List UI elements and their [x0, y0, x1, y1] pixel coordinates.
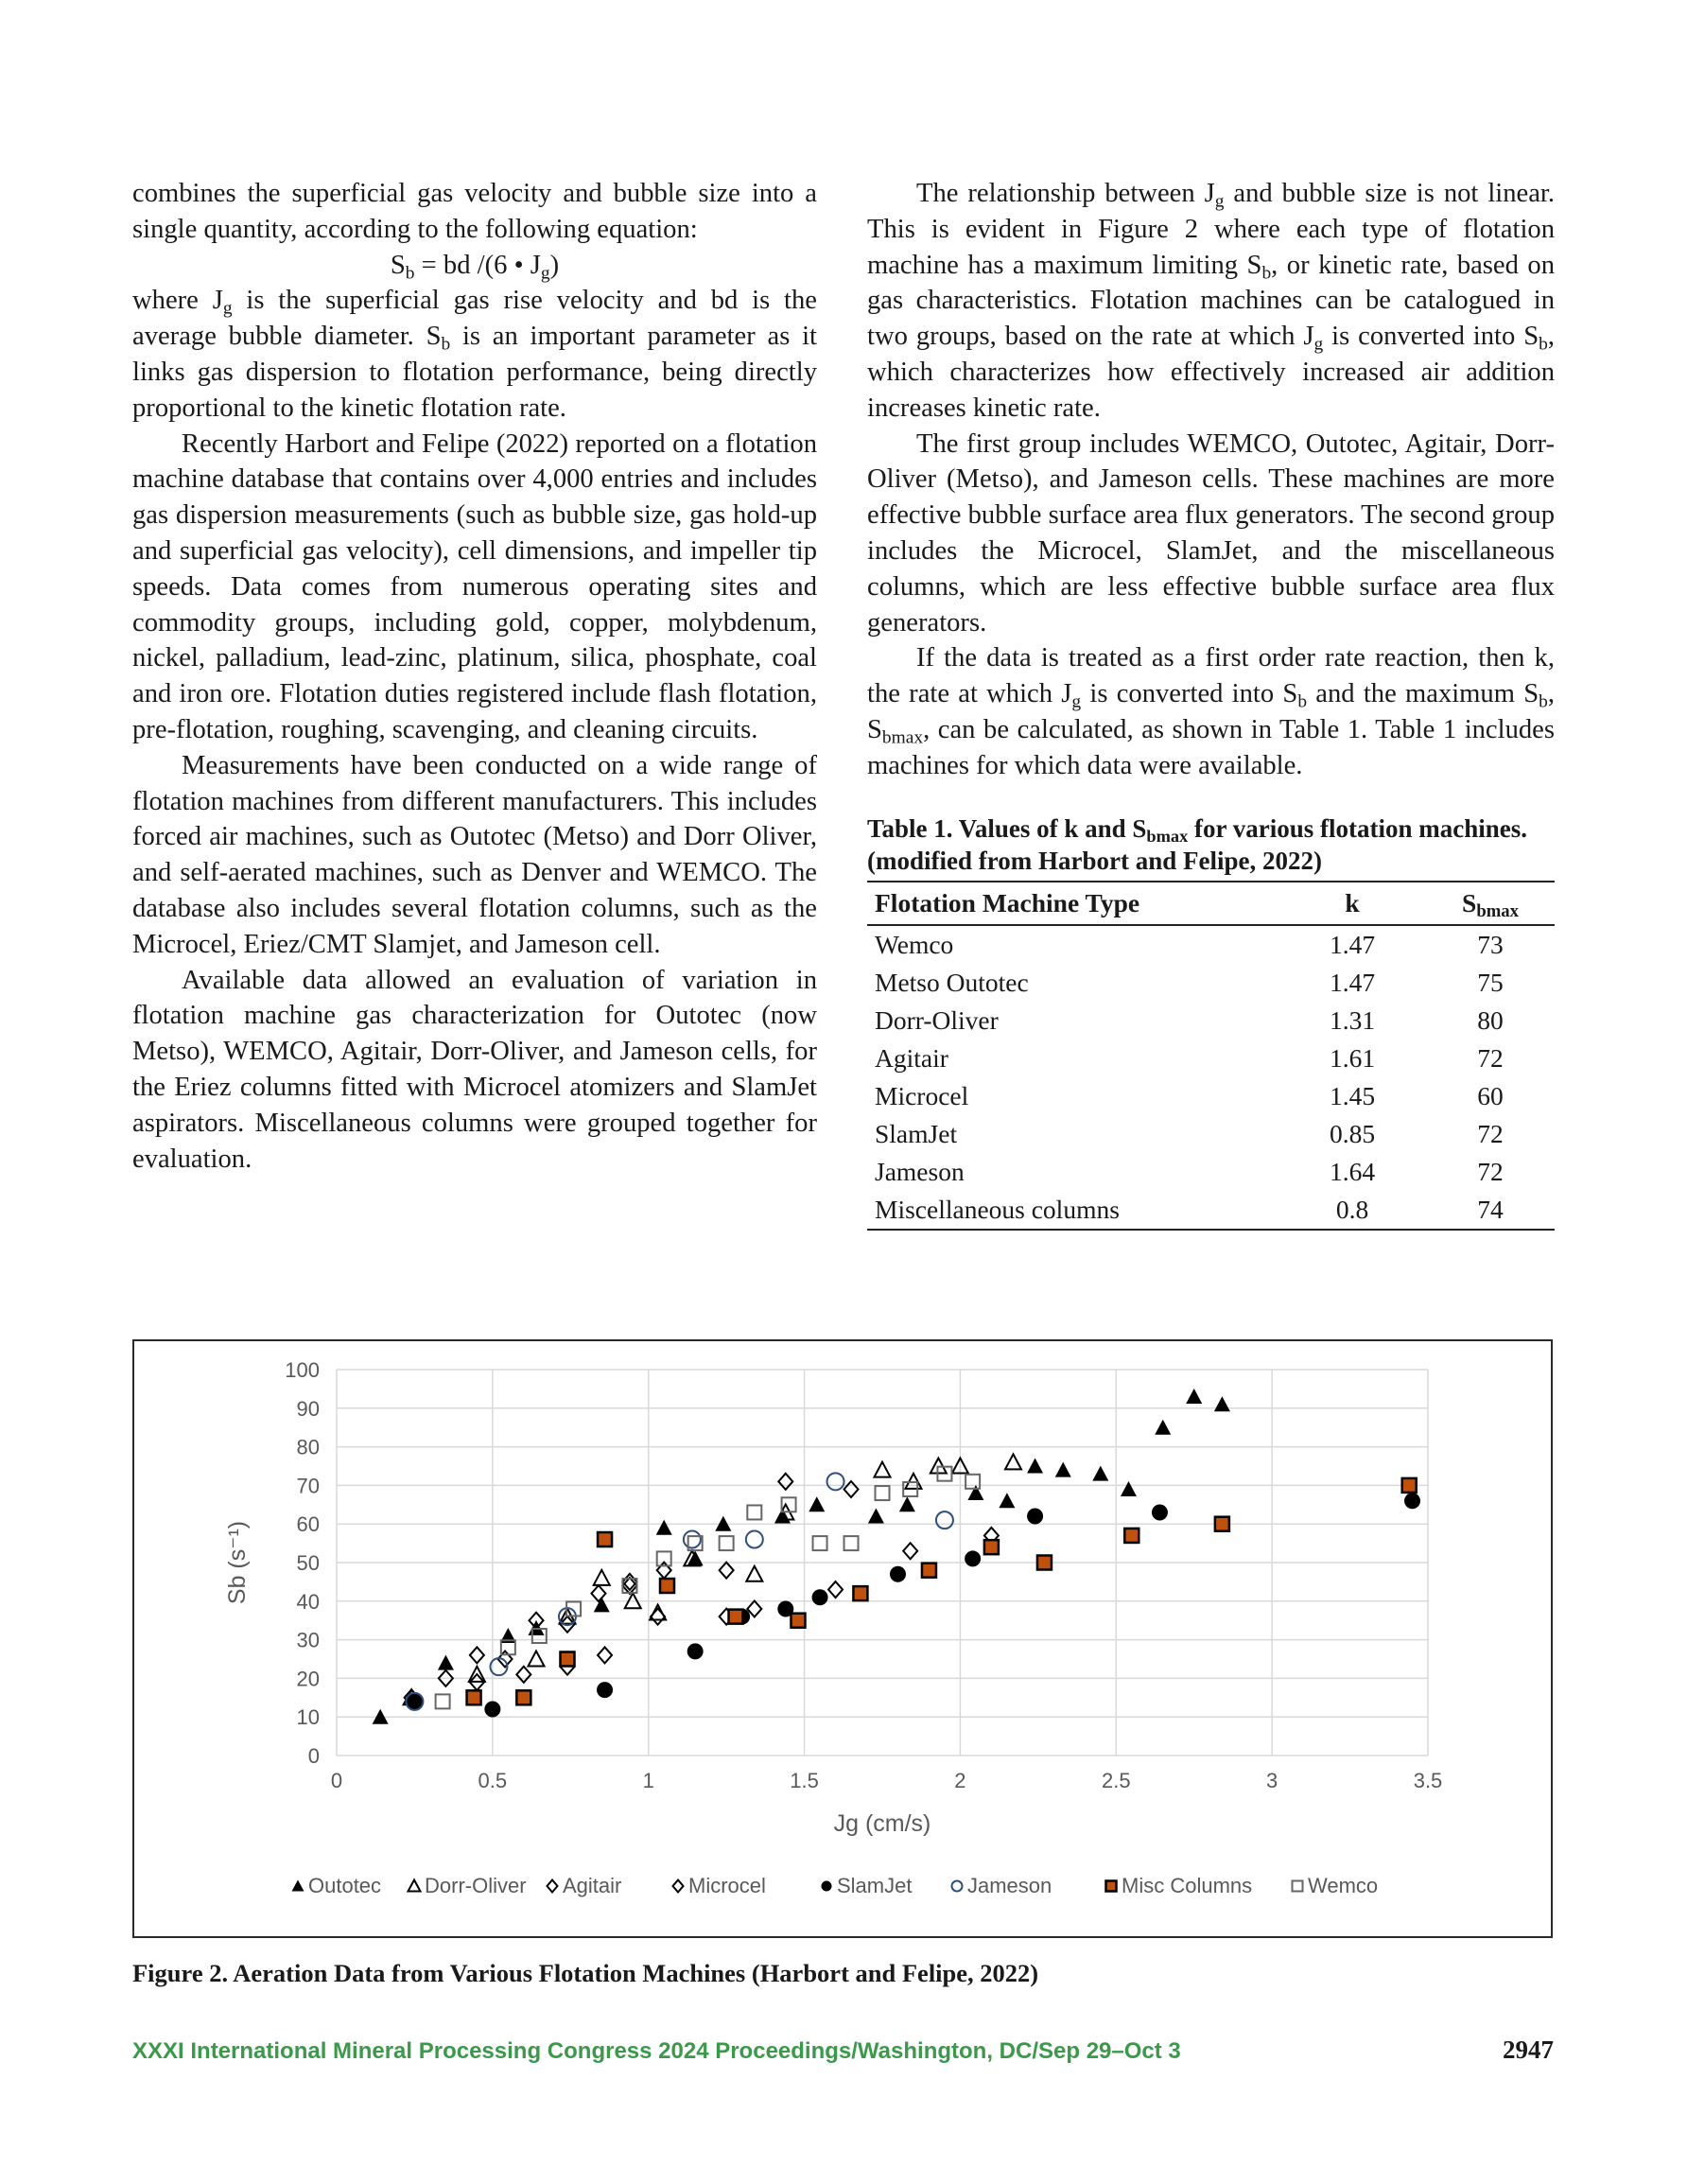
- subscript: b: [1539, 691, 1548, 712]
- paragraph-where: [132, 283, 817, 426]
- data-point: [1027, 1459, 1043, 1474]
- legend-marker: [822, 1881, 832, 1892]
- x-tick-label: 0.5: [478, 1769, 508, 1792]
- paragraph-groups: The first group includes WEMCO, Outotec, Agitair, Dorr-Oliver (Metso), and Jameson cells. These machines are more effective bubble surface area flux generators. The second group includes the Microcel, SlamJet, and the miscellaneous columns, which are less effective bubble surface area flux generators.: [867, 428, 1555, 638]
- data-point: [729, 1610, 743, 1624]
- text-span: , S: [867, 679, 1555, 744]
- data-point: [876, 1486, 890, 1500]
- cell-k: 1.47: [1329, 967, 1376, 997]
- paragraph-database: Recently Harbort and Felipe (2022) reported on a flotation machine database that contains over 4,000 entries and includes gas dispersion measurements (such as bubble size, gas hold-up and superficial gas velocity), cell dimensions, and impeller tip speeds. Data comes from numerous operating sites and commodity groups, including gold, copper, molybdenum, nickel, palladium, lead-zinc, platinum, silica, phosphate, coal and iron ore. Flotation duties registered include flash flotation, pre-flotation, roughing, scavenging, and cleaning circuits.: [132, 428, 817, 744]
- subscript: bmax: [1476, 900, 1519, 921]
- machine-table: [867, 881, 1555, 1231]
- data-point: [1055, 1462, 1071, 1477]
- subscript: b: [441, 334, 451, 355]
- data-point: [890, 1566, 906, 1582]
- cell-type: Agitair: [875, 1042, 948, 1073]
- data-point: [467, 1690, 481, 1704]
- text-span: Table 1. Values of k and S: [867, 813, 1147, 843]
- subscript: bmax: [881, 727, 924, 748]
- data-point: [720, 1563, 734, 1579]
- legend-label: Agitair: [563, 1874, 622, 1897]
- y-tick-label: 20: [296, 1667, 320, 1691]
- data-point: [828, 1581, 843, 1598]
- data-point: [1186, 1389, 1202, 1404]
- x-tick-label: 0: [330, 1769, 343, 1792]
- data-point: [651, 1609, 665, 1625]
- cell-sbmax: 60: [1477, 1080, 1504, 1110]
- cell-k: 1.47: [1329, 929, 1376, 959]
- data-point: [1121, 1481, 1137, 1496]
- data-point: [720, 1536, 734, 1550]
- text-span: , or kinetic rate, based on gas characteristics. Flotation machines can be catalogued in two groups, based on the rate at which J: [867, 250, 1555, 352]
- cell-sbmax: 80: [1477, 1005, 1504, 1035]
- cell-k: 0.85: [1329, 1118, 1376, 1148]
- data-point: [875, 1462, 891, 1477]
- data-point: [1215, 1517, 1229, 1531]
- legend-label: SlamJet: [837, 1874, 913, 1897]
- table-row: [867, 1191, 1555, 1230]
- legend-marker: [673, 1880, 684, 1893]
- data-point: [594, 1570, 610, 1585]
- table-caption: [867, 812, 1555, 877]
- table-row: [867, 1153, 1555, 1191]
- text-span: If the data is treated as a first order rate reaction, then k, the rate at which J: [867, 643, 1555, 709]
- data-point: [905, 1474, 921, 1489]
- text-span: S: [1462, 887, 1477, 917]
- data-point: [529, 1651, 545, 1667]
- data-point: [438, 1655, 454, 1670]
- legend-marker: [1293, 1881, 1303, 1892]
- data-point: [660, 1579, 674, 1593]
- text-span: is converted into S: [1081, 679, 1298, 709]
- y-tick-label: 50: [296, 1551, 320, 1575]
- data-point: [1152, 1504, 1168, 1520]
- eq-lhs-sub: b: [405, 263, 415, 284]
- header-k: k: [1278, 882, 1426, 925]
- figure-caption: Figure 2. Aeration Data from Various Flotation Machines (Harbort and Felipe, 2022): [132, 1959, 1039, 1987]
- header-type: Flotation Machine Type: [867, 882, 1278, 925]
- data-point: [560, 1652, 574, 1667]
- right-column: [867, 176, 1555, 1231]
- table-row: [867, 1115, 1555, 1153]
- data-point: [984, 1540, 999, 1554]
- eq-lhs: S: [390, 250, 406, 280]
- eq-rhs-sub: g: [540, 263, 550, 284]
- table-row: [867, 1002, 1555, 1040]
- text-span: and the maximum S: [1307, 679, 1539, 709]
- paragraph-intro: combines the superficial gas velocity and bubble size into a single quantity, according to the following equation:: [132, 179, 817, 244]
- legend-label: Jameson: [967, 1874, 1052, 1897]
- cell-k: 1.31: [1329, 1005, 1376, 1035]
- data-point: [844, 1481, 859, 1497]
- paragraph-measurements: Measurements have been conducted on a wide range of flotation machines from different manufacturers. This includes forced air machines, such as Outotec (Metso) and Dorr Oliver, and self-aerated machines, such as Denver and WEMCO. The database also includes several flotation columns, such as the Microcel, Eriez/CMT Slamjet, and Jameson cell.: [132, 750, 817, 959]
- cell-sbmax: 75: [1477, 967, 1504, 997]
- y-tick-label: 90: [296, 1396, 320, 1421]
- x-tick-label: 1.5: [790, 1769, 819, 1792]
- cell-type: Metso Outotec: [875, 967, 1029, 997]
- data-point: [747, 1505, 761, 1519]
- cell-type: Jameson: [875, 1156, 965, 1186]
- x-tick-label: 3.5: [1413, 1769, 1443, 1792]
- data-point: [922, 1564, 936, 1578]
- data-point: [967, 1485, 983, 1500]
- data-point: [965, 1475, 980, 1489]
- data-point: [1214, 1396, 1230, 1411]
- data-point: [868, 1509, 884, 1524]
- data-point: [591, 1585, 605, 1601]
- legend-label: Wemco: [1308, 1874, 1379, 1897]
- y-axis-label: Sb (s⁻¹): [224, 1520, 251, 1605]
- legend-marker: [952, 1881, 963, 1892]
- legend-marker: [1106, 1881, 1117, 1892]
- data-point: [813, 1536, 827, 1550]
- cell-k: 1.61: [1329, 1042, 1376, 1073]
- y-tick-label: 80: [296, 1435, 320, 1459]
- equation-sb: [132, 248, 817, 284]
- table-row: [867, 964, 1555, 1002]
- y-tick-label: 60: [296, 1512, 320, 1537]
- data-point: [1027, 1509, 1043, 1525]
- subscript: g: [1313, 334, 1324, 355]
- y-tick-label: 100: [285, 1358, 320, 1382]
- data-point: [812, 1589, 828, 1605]
- y-tick-label: 70: [296, 1474, 320, 1498]
- paragraph-rate: [867, 640, 1555, 783]
- y-tick-label: 40: [296, 1589, 320, 1614]
- header-sbmax: [1426, 882, 1555, 925]
- data-point: [1092, 1466, 1108, 1481]
- cell-type: Microcel: [875, 1080, 969, 1110]
- subscript: bmax: [1146, 826, 1189, 846]
- legend-label: Outotec: [308, 1874, 382, 1897]
- x-tick-label: 2.5: [1101, 1769, 1131, 1792]
- eq-rhs: = bd /(6 • J: [414, 250, 541, 280]
- data-point: [598, 1532, 612, 1546]
- data-point: [516, 1690, 530, 1704]
- legend-marker: [292, 1880, 304, 1892]
- cell-type: Miscellaneous columns: [867, 1191, 1278, 1230]
- table-row: [867, 925, 1555, 964]
- cell-type: SlamJet: [875, 1118, 958, 1148]
- text-span: is an important parameter as it links gas dispersion to flotation performance, being directly proportional to the kinetic flotation rate.: [132, 322, 817, 423]
- y-tick-label: 0: [307, 1744, 320, 1768]
- text-span: , which characterizes how effectively increased air addition increases kinetic rate.: [867, 322, 1556, 423]
- data-point: [684, 1531, 701, 1548]
- page-number: 2947: [1503, 2035, 1554, 2064]
- x-tick-label: 3: [1266, 1769, 1278, 1792]
- y-tick-label: 10: [296, 1705, 320, 1730]
- cell-type: Dorr-Oliver: [875, 1005, 999, 1035]
- figure-box: [132, 1339, 1553, 1938]
- data-point: [436, 1694, 450, 1708]
- cell-type: Wemco: [875, 929, 954, 959]
- text-span: is converted into S: [1323, 322, 1539, 352]
- data-point: [853, 1586, 867, 1600]
- subscript: b: [1539, 334, 1548, 355]
- data-point: [746, 1531, 763, 1548]
- footer-text: XXXI International Mineral Processing Congress 2024 Proceedings/Washington, DC/Sep 29–Oct 3: [132, 2038, 1181, 2064]
- subscript: b: [1261, 263, 1272, 284]
- x-tick-label: 1: [642, 1769, 654, 1792]
- data-point: [936, 1511, 953, 1529]
- data-point: [999, 1493, 1015, 1508]
- subscript: g: [1214, 191, 1225, 212]
- left-column: [132, 176, 817, 1177]
- scatter-chart: [134, 1341, 1551, 1936]
- data-point: [657, 1563, 671, 1579]
- x-axis-label: Jg (cm/s): [833, 1810, 931, 1837]
- subscript: b: [1297, 691, 1308, 712]
- data-point: [687, 1643, 704, 1659]
- data-point: [1005, 1454, 1021, 1469]
- text-span: for various flotation machines. (modified from Harbort and Felipe, 2022): [867, 813, 1528, 875]
- legend-label: Microcel: [688, 1874, 766, 1897]
- subscript: g: [222, 298, 233, 319]
- data-point: [965, 1550, 981, 1566]
- table-header-row: [867, 882, 1555, 925]
- data-point: [598, 1647, 612, 1663]
- data-point: [899, 1496, 915, 1511]
- data-point: [656, 1520, 672, 1535]
- text-span: is the superficial gas rise velocity and bd is the average bubble diameter. S: [132, 286, 817, 352]
- cell-sbmax: 73: [1477, 929, 1504, 959]
- paragraph-relationship: [867, 176, 1555, 427]
- data-point: [597, 1682, 613, 1698]
- data-point: [1124, 1529, 1139, 1543]
- x-tick-label: 2: [954, 1769, 966, 1792]
- cell-sbmax: 72: [1477, 1156, 1504, 1186]
- data-point: [484, 1702, 500, 1718]
- data-point: [903, 1543, 917, 1559]
- text-span: and bubble size is not linear. This is evident in Figure 2 where each type of flotation machine has a maximum limiting S: [867, 179, 1555, 280]
- data-point: [827, 1473, 844, 1490]
- data-point: [516, 1667, 530, 1683]
- legend-marker: [409, 1880, 421, 1892]
- eq-rhs-close: ): [549, 250, 560, 280]
- data-point: [791, 1614, 805, 1628]
- data-point: [778, 1474, 792, 1490]
- data-point: [809, 1496, 825, 1511]
- text-span: , can be calculated, as shown in Table 1. Table 1 includes machines for which data were available.: [867, 714, 1555, 780]
- cell-k: 0.8: [1278, 1191, 1426, 1230]
- table-row: [867, 1077, 1555, 1115]
- data-point: [844, 1536, 859, 1550]
- cell-sbmax: 74: [1426, 1191, 1555, 1230]
- data-point: [1037, 1556, 1052, 1570]
- cell-sbmax: 72: [1477, 1118, 1504, 1148]
- cell-k: 1.64: [1329, 1156, 1376, 1186]
- text-span: The relationship between J: [916, 179, 1215, 208]
- paragraph-available-data: Available data allowed an evaluation of variation in flotation machine gas characterization for Outotec (now Metso), WEMCO, Agitair, Dorr-Oliver, and Jameson cells, for the Eriez columns fitted with Microcel atomizers and SlamJet aspirators. Miscellaneous columns were grouped together for evaluation.: [132, 965, 817, 1174]
- legend-label: Misc Columns: [1122, 1874, 1253, 1897]
- y-tick-label: 30: [296, 1628, 320, 1652]
- cell-k: 1.45: [1329, 1080, 1376, 1110]
- table-row: [867, 1040, 1555, 1077]
- data-point: [746, 1566, 762, 1581]
- legend-label: Dorr-Oliver: [425, 1874, 527, 1897]
- text-span: where J: [132, 286, 223, 316]
- data-point: [470, 1647, 484, 1663]
- legend-marker: [548, 1880, 558, 1893]
- data-point: [1404, 1493, 1420, 1509]
- cell-sbmax: 72: [1477, 1042, 1504, 1073]
- subscript: g: [1071, 691, 1082, 712]
- data-point: [1155, 1420, 1171, 1435]
- data-point: [1402, 1478, 1417, 1493]
